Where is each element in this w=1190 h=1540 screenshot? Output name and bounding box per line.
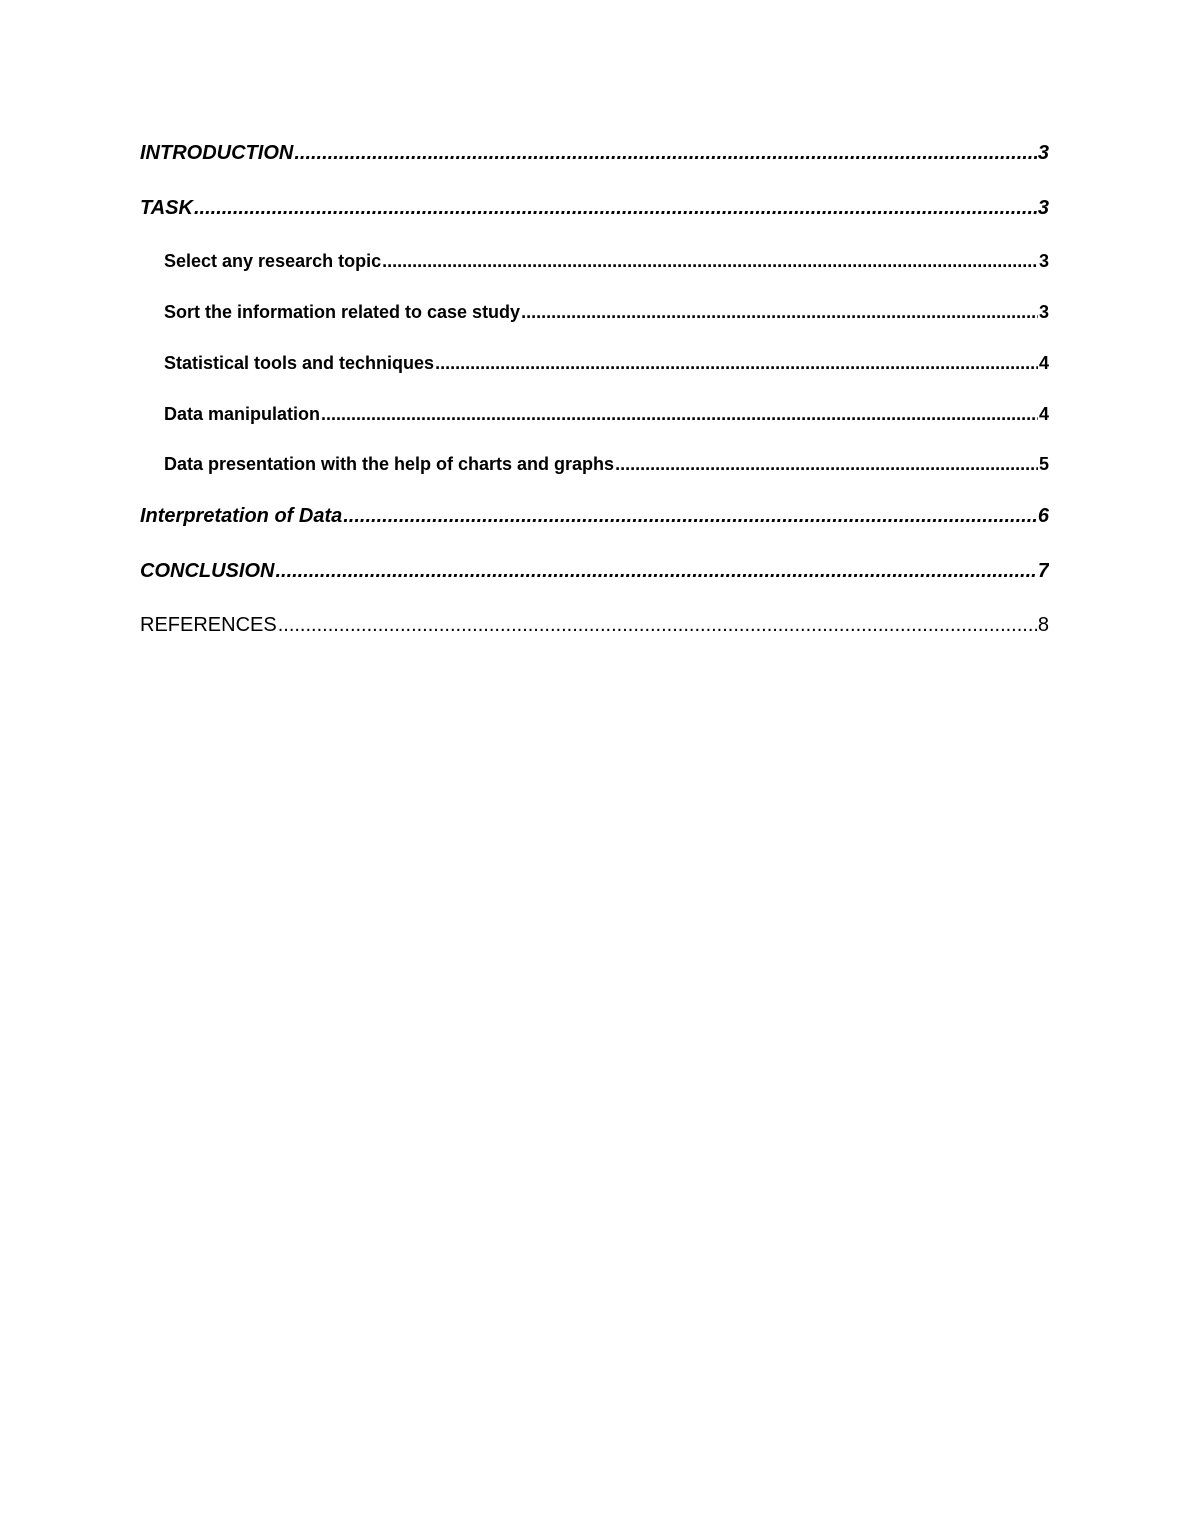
toc-page-number: 8 xyxy=(1037,614,1049,636)
toc-dot-leader xyxy=(343,505,1037,528)
toc-dot-leader xyxy=(294,142,1037,165)
toc-entry-title: CONCLUSION xyxy=(140,560,275,582)
toc-dot-leader xyxy=(278,614,1037,637)
toc-dot-leader xyxy=(615,454,1038,475)
toc-page-number: 3 xyxy=(1038,302,1049,322)
toc-entry-title: REFERENCES xyxy=(140,614,277,636)
toc-entry-title: INTRODUCTION xyxy=(140,142,294,164)
toc-entry-introduction[interactable] xyxy=(140,142,1049,165)
toc-dot-leader xyxy=(275,560,1036,583)
toc-entry-title: Data presentation with the help of charts and graphs xyxy=(164,454,615,474)
toc-page-number: 3 xyxy=(1037,142,1049,164)
toc-dot-leader xyxy=(194,197,1037,220)
toc-page-number: 4 xyxy=(1038,353,1049,373)
toc-page-number: 4 xyxy=(1038,404,1049,424)
toc-entry-data-presentation[interactable] xyxy=(164,454,1049,475)
toc-page-number: 3 xyxy=(1037,197,1049,219)
toc-entry-title: Select any research topic xyxy=(164,251,382,271)
toc-entry-interpretation-of-data[interactable] xyxy=(140,505,1049,528)
toc-entry-sort-information[interactable] xyxy=(164,302,1049,323)
toc-dot-leader xyxy=(435,353,1038,374)
toc-entry-title: Interpretation of Data xyxy=(140,505,343,527)
toc-entry-statistical-tools[interactable] xyxy=(164,353,1049,374)
toc-page-number: 7 xyxy=(1037,560,1049,582)
toc-entry-task[interactable] xyxy=(140,197,1049,220)
toc-entry-data-manipulation[interactable] xyxy=(164,404,1049,425)
toc-entry-conclusion[interactable] xyxy=(140,560,1049,583)
toc-dot-leader xyxy=(321,404,1038,425)
toc-page-number: 3 xyxy=(1038,251,1049,271)
toc-dot-leader xyxy=(521,302,1038,323)
toc-entry-title: Data manipulation xyxy=(164,404,321,424)
toc-page-number: 5 xyxy=(1038,454,1049,474)
toc-page-number: 6 xyxy=(1037,505,1049,527)
toc-entry-title: Sort the information related to case study xyxy=(164,302,521,322)
toc-entry-select-research-topic[interactable] xyxy=(164,251,1049,272)
toc-entry-title: Statistical tools and techniques xyxy=(164,353,435,373)
toc-entry-references[interactable] xyxy=(140,614,1049,637)
toc-dot-leader xyxy=(382,251,1038,272)
toc-entry-title: TASK xyxy=(140,197,193,219)
